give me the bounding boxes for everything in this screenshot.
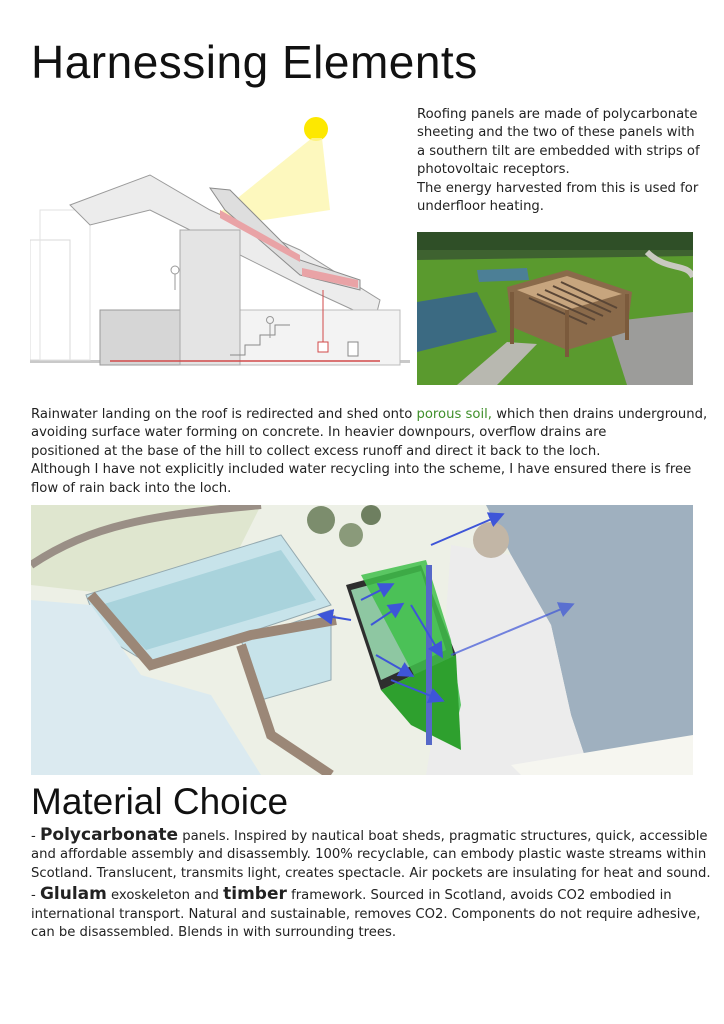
text-span: - <box>31 829 40 844</box>
text-span: exoskeleton and <box>106 888 224 904</box>
section-drawing <box>30 110 410 385</box>
text-line: international transport. Natural and sustainable, removes CO2. Components do not require adhesive, <box>31 906 701 922</box>
glulam-label: Glulam <box>39 884 107 905</box>
text-line: flow of rain back into the loch. <box>31 480 232 496</box>
site-plan <box>31 505 693 775</box>
page-title: Harnessing Elements <box>31 36 478 88</box>
text-line: photovoltaic receptors. <box>417 162 570 178</box>
text-line <box>31 885 711 905</box>
text-line: and affordable assembly and disassembly. 100% recyclable, can embody plastic waste streams within <box>31 847 707 863</box>
text-line: underfloor heating. <box>417 199 544 215</box>
material-heading: Material Choice <box>31 781 289 822</box>
text-span: Rainwater landing on the roof is redirected and shed onto <box>31 407 417 422</box>
rain-description <box>31 406 711 498</box>
landscape-render <box>417 232 693 385</box>
text-line: Scotland. Translucent, transmits light, creates spectacle. Air pockets are insulating for heat and sound. <box>31 865 711 881</box>
text-line <box>31 826 711 846</box>
text-line: can be disassembled. Blends in with surrounding trees. <box>31 925 397 941</box>
text-line <box>31 406 711 424</box>
text-span: which then drains underground, <box>492 407 708 422</box>
timber-label: timber <box>223 884 287 905</box>
text-line: Although I have not explicitly included water recycling into the scheme, I have ensured there is free <box>31 462 692 478</box>
text-line: avoiding surface water forming on concrete. In heavier downpours, overflow drains are <box>31 425 607 441</box>
text-line: The energy harvested from this is used for <box>417 180 699 196</box>
material-description <box>31 826 711 942</box>
text-line: Roofing panels are made of polycarbonate <box>417 107 698 122</box>
text-span: panels. Inspired by nautical boat sheds, pragmatic structures, quick, accessible <box>178 829 708 844</box>
text-line: sheeting and the two of these panels with <box>417 125 695 141</box>
sun-icon <box>304 117 328 141</box>
text-line: positioned at the base of the hill to collect excess runoff and direct it back to the loch. <box>31 443 601 459</box>
porous-soil-highlight: porous soil, <box>416 407 493 422</box>
text-span: framework. Sourced in Scotland, avoids CO2 embodied in <box>286 888 672 904</box>
text-line: a southern tilt are embedded with strips of <box>417 143 700 159</box>
roof-description <box>417 106 707 216</box>
polycarbonate-label: Polycarbonate <box>39 825 179 845</box>
text-span: - <box>31 888 40 904</box>
